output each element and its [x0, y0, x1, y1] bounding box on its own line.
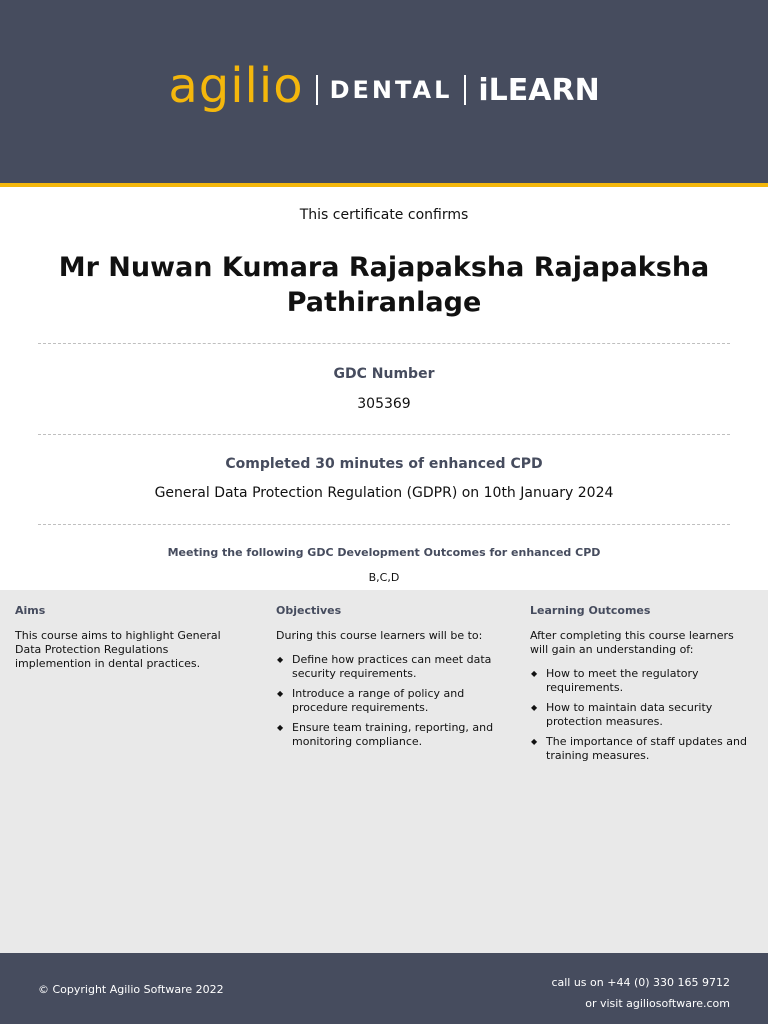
list-item	[530, 667, 752, 695]
divider	[38, 343, 730, 344]
list-item	[530, 701, 752, 729]
course-completion-line: General Data Protection Regulation (GDPR) on 10th January 2024	[154, 485, 614, 501]
header-accent-stripe	[0, 183, 768, 187]
diamond-bullet-icon: ◆	[531, 669, 538, 678]
logo-separator	[464, 75, 466, 105]
copyright-text: © Copyright Agilio Software 2022	[38, 983, 224, 996]
diamond-bullet-icon: ◆	[277, 655, 284, 664]
divider	[38, 434, 730, 435]
recipient-name: Mr Nuwan Kumara Rajapaksha Rajapaksha Pathiranlage	[58, 252, 710, 318]
objectives-column	[276, 604, 504, 755]
list-item	[530, 735, 752, 763]
cpd-completed-label: Completed 30 minutes of enhanced CPD	[225, 456, 543, 472]
aims-text: This course aims to highlight General Data Protection Regulations implemention in dental practices.	[15, 629, 221, 670]
phone-line: call us on +44 (0) 330 165 9712	[551, 976, 730, 989]
dental-wordmark: DENTAL	[329, 76, 453, 104]
objectives-list	[276, 653, 504, 749]
footer-bar	[0, 953, 768, 1024]
diamond-bullet-icon: ◆	[531, 703, 538, 712]
development-outcomes-value: B,C,D	[368, 571, 400, 584]
outcome-text: How to meet the regulatory requirements.	[546, 667, 699, 694]
objective-text: Define how practices can meet data security requirements.	[292, 653, 492, 680]
learning-outcomes-column	[530, 604, 752, 769]
website-line: or visit agiliosoftware.com	[585, 997, 730, 1010]
agilio-logo: agilio	[168, 58, 304, 114]
brand-logo	[0, 60, 768, 120]
objectives-intro: During this course learners will be to:	[276, 629, 483, 642]
gdc-number-label: GDC Number	[333, 366, 435, 382]
learning-outcomes-list	[530, 667, 752, 763]
diamond-bullet-icon: ◆	[277, 723, 284, 732]
divider	[38, 524, 730, 525]
logo-separator	[316, 75, 318, 105]
learning-outcomes-heading: Learning Outcomes	[530, 604, 651, 617]
diamond-bullet-icon: ◆	[277, 689, 284, 698]
list-item	[276, 687, 504, 715]
certificate-confirms-text: This certificate confirms	[299, 207, 469, 223]
outcome-text: How to maintain data security protection measures.	[546, 701, 713, 728]
learning-outcomes-intro: After completing this course learners will gain an understanding of:	[530, 629, 734, 656]
aims-heading: Aims	[15, 604, 46, 617]
list-item	[276, 721, 504, 749]
contact-info	[551, 972, 730, 1014]
outcome-text: The importance of staff updates and training measures.	[546, 735, 747, 762]
objective-text: Introduce a range of policy and procedure requirements.	[292, 687, 465, 714]
objectives-heading: Objectives	[276, 604, 342, 617]
list-item	[276, 653, 504, 681]
development-outcomes-label: Meeting the following GDC Development Outcomes for enhanced CPD	[167, 546, 601, 559]
ilearn-wordmark: iLEARN	[478, 72, 600, 108]
diamond-bullet-icon: ◆	[531, 737, 538, 746]
objective-text: Ensure team training, reporting, and monitoring compliance.	[292, 721, 494, 748]
aims-column	[15, 604, 237, 681]
gdc-number-value: 305369	[357, 396, 411, 412]
